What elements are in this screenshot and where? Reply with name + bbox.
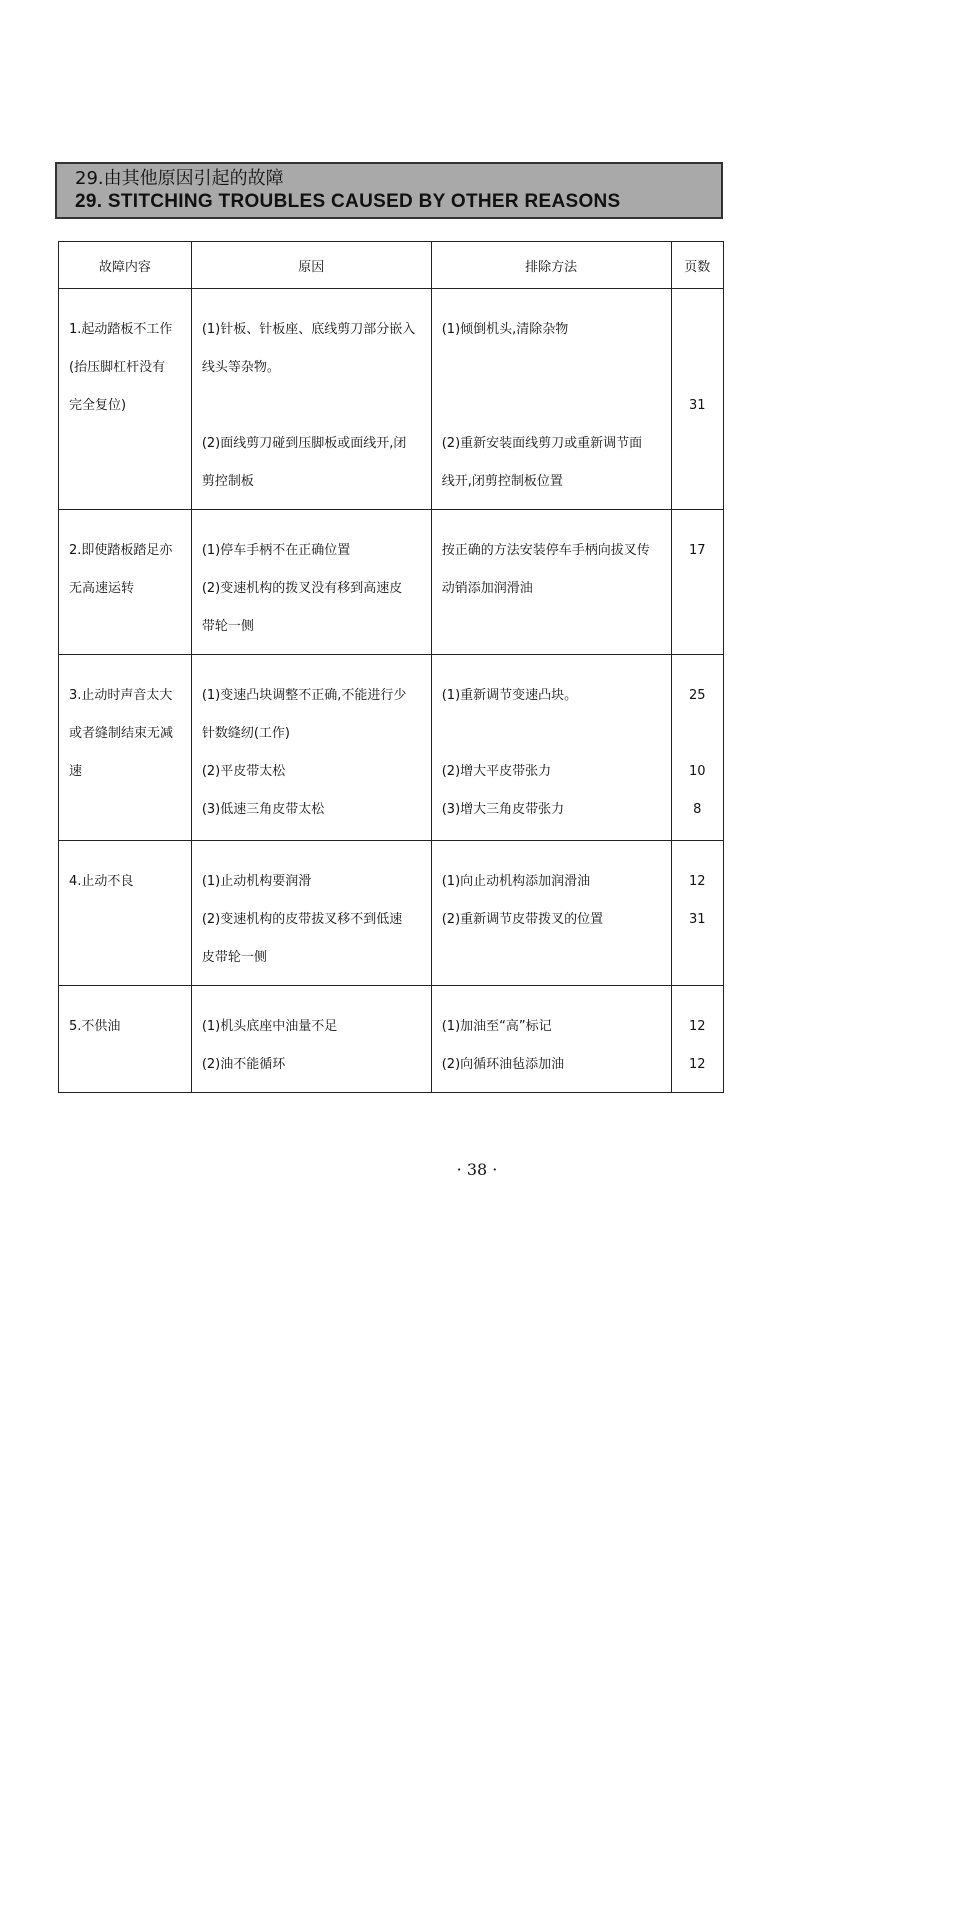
remedy-line [442, 715, 661, 753]
pages-line [674, 349, 721, 387]
section-title-en: 29. STITCHING TROUBLES CAUSED BY OTHER REASONS [75, 191, 621, 212]
header-remedy: 排除方法 [431, 242, 671, 289]
remedy-line: 按正确的方法安装停车手柄向拔叉传 [441, 543, 650, 558]
cause-line: (3)低速三角皮带太松 [201, 802, 325, 817]
problem-line: 5.不供油 [69, 1019, 121, 1034]
table-header-row [59, 242, 724, 289]
problem-cell [59, 289, 192, 510]
problem-cell [59, 510, 192, 655]
table-row [59, 841, 724, 986]
remedy-line: (2)重新安装面线剪刀或重新调节面 [441, 436, 643, 451]
pages-line: 17 [688, 543, 706, 558]
cause-line: (1)变速凸块调整不正确,不能进行少 [201, 688, 407, 703]
remedy-line: (3)增大三角皮带张力 [441, 802, 565, 817]
section-title-cn: 29.由其他原因引起的故障 [75, 168, 284, 189]
cause-line: 剪控制板 [201, 474, 254, 489]
header-cause: 原因 [191, 242, 431, 289]
problem-cell [59, 986, 192, 1093]
cause-cell [191, 289, 431, 510]
pages-cell [671, 986, 723, 1093]
remedy-line: (1)重新调节变速凸块。 [441, 688, 578, 703]
remedy-cell [431, 986, 671, 1093]
cause-cell [191, 986, 431, 1093]
remedy-line: (2)向循环油毡添加油 [441, 1057, 565, 1072]
cause-line: 线头等杂物。 [201, 360, 280, 375]
remedy-cell [431, 510, 671, 655]
cause-line: 皮带轮一侧 [201, 950, 267, 965]
problem-line: 完全复位) [69, 398, 127, 413]
cause-cell [191, 510, 431, 655]
cause-line: (2)变速机构的拨叉没有移到高速皮 [201, 581, 403, 596]
pages-line [674, 311, 721, 349]
remedy-cell [431, 655, 671, 841]
cause-line: (2)油不能循环 [201, 1057, 286, 1072]
cause-line: 针数缝纫(工作) [201, 726, 290, 741]
problem-line: 3.止动时声音太大 [69, 688, 173, 703]
pages-line: 10 [688, 764, 706, 779]
remedy-line: (1)加油至“高”标记 [441, 1019, 552, 1034]
section-title-box [55, 162, 723, 219]
remedy-line: (2)重新调节皮带拨叉的位置 [441, 912, 604, 927]
table-row [59, 655, 724, 841]
header-pages: 页数 [671, 242, 723, 289]
pages-line [674, 715, 721, 753]
page-number: · 38 · [456, 1160, 498, 1179]
problem-cell [59, 655, 192, 841]
table-row [59, 510, 724, 655]
remedy-line: 线开,闭剪控制板位置 [441, 474, 563, 489]
remedy-line: 动销添加润滑油 [441, 581, 533, 596]
remedy-line: (1)倾倒机头,清除杂物 [441, 322, 569, 337]
remedy-line [442, 387, 661, 425]
problem-line: 1.起动踏板不工作 [69, 322, 173, 337]
remedy-line: (2)增大平皮带张力 [441, 764, 552, 779]
cause-line: (2)面线剪刀碰到压脚板或面线开,闭 [201, 436, 407, 451]
problem-line: 2.即使踏板踏足亦 [69, 543, 173, 558]
cause-cell [191, 655, 431, 841]
pages-cell [671, 289, 723, 510]
problem-line: 或者缝制结束无减 [69, 726, 174, 741]
cause-line: 带轮一侧 [201, 619, 254, 634]
cause-line: (1)止动机构要润滑 [201, 874, 312, 889]
problem-line: 无高速运转 [69, 581, 135, 596]
pages-line: 31 [688, 398, 706, 413]
cause-line: (2)平皮带太松 [201, 764, 286, 779]
cause-line: (1)停车手柄不在正确位置 [201, 543, 351, 558]
cause-line: (1)针板、针板座、底线剪刀部分嵌入 [201, 322, 416, 337]
cause-cell [191, 841, 431, 986]
pages-line: 31 [688, 912, 706, 927]
remedy-line [442, 349, 661, 387]
problem-line: 速 [69, 764, 83, 779]
cause-line: (1)机头底座中油量不足 [201, 1019, 338, 1034]
pages-line: 12 [688, 1057, 706, 1072]
remedy-cell [431, 841, 671, 986]
problem-cell [59, 841, 192, 986]
header-problem: 故障内容 [59, 242, 192, 289]
pages-cell [671, 655, 723, 841]
remedy-line: (1)向止动机构添加润滑油 [441, 874, 591, 889]
table-row [59, 986, 724, 1093]
table-row [59, 289, 724, 510]
pages-cell [671, 510, 723, 655]
pages-line: 12 [688, 1019, 706, 1034]
pages-cell [671, 841, 723, 986]
cause-line [202, 387, 421, 425]
remedy-cell [431, 289, 671, 510]
pages-line: 25 [688, 688, 706, 703]
troubleshooting-table [58, 241, 724, 1093]
problem-line: 4.止动不良 [69, 874, 134, 889]
pages-line: 8 [693, 802, 702, 817]
problem-line: (抬压脚杠杆没有 [69, 360, 166, 375]
cause-line: (2)变速机构的皮带拔叉移不到低速 [201, 912, 403, 927]
pages-line: 12 [688, 874, 706, 889]
